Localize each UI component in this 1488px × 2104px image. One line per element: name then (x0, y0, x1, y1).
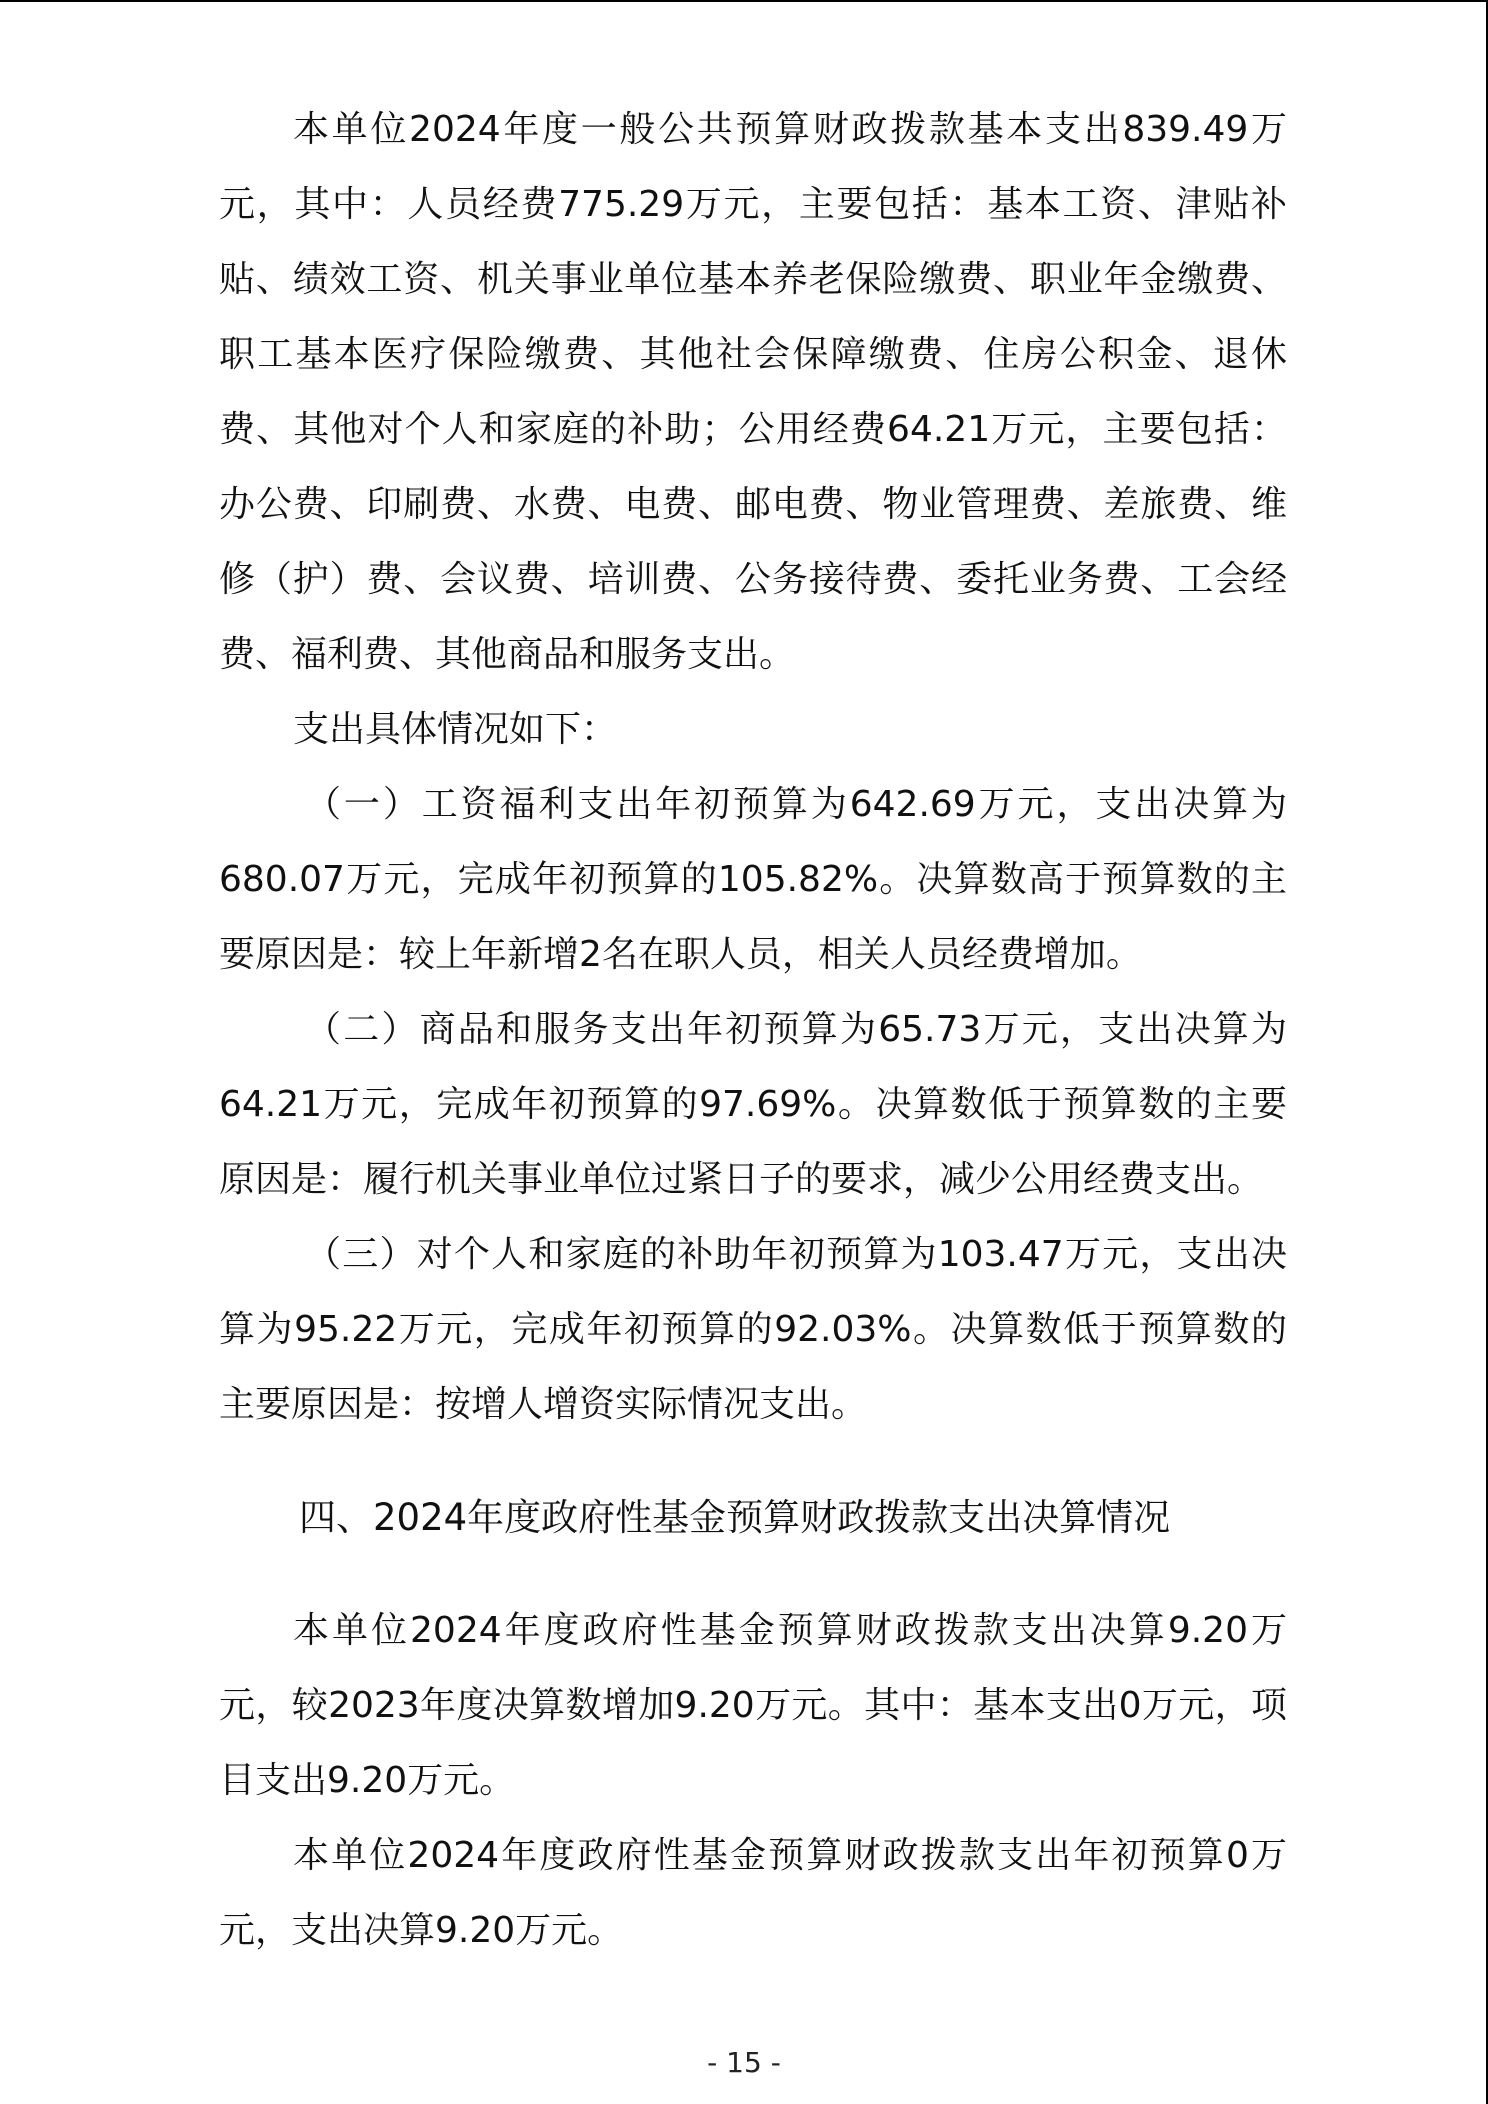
paragraph-goods-services: （二）商品和服务支出年初预算为65.73万元，支出决算为64.21万元，完成年初预算的97.69%。决算数低于预算数的主要原因是：履行机关事业单位过紧日子的要求，减少公用经费支出。 (219, 1009, 1287, 1200)
section-heading: 四、2024年度政府性基金预算财政拨款支出决算情况 (299, 1496, 1171, 1539)
section-body (219, 1593, 1287, 1968)
paragraph-basic-expenditure: 本单位2024年度一般公共预算财政拨款基本支出839.49万元，其中：人员经费775.29万元，主要包括：基本工资、津贴补贴、绩效工资、机关事业单位基本养老保险缴费、职业年金缴费、职工基本医疗保险缴费、其他社会保障缴费、住房公积金、退休费、其他对个人和家庭的补助；公用经费64.21万元，主要包括：办公费、印刷费、水费、电费、邮电费、物业管理费、差旅费、维修（护）费、会议费、培训费、公务接待费、委托业务费、工会经费、福利费、其他商品和服务支出。 (219, 109, 1287, 675)
paragraph-household-subsidy: （三）对个人和家庭的补助年初预算为103.47万元，支出决算为95.22万元，完成年初预算的92.03%。决算数低于预算数的主要原因是：按增人增资实际情况支出。 (219, 1234, 1287, 1425)
document-body (219, 92, 1287, 1442)
page-border-top (0, 0, 1488, 2)
paragraph-expenditure-intro: 支出具体情况如下： (293, 709, 618, 750)
paragraph-fund-budget: 本单位2024年度政府性基金预算财政拨款支出年初预算0万元，支出决算9.20万元。 (219, 1835, 1287, 1951)
page-number: - 15 - (707, 2046, 781, 2079)
paragraph-wage-welfare: （一）工资福利支出年初预算为642.69万元，支出决算为680.07万元，完成年初预算的105.82%。决算数高于预算数的主要原因是：较上年新增2名在职人员，相关人员经费增加。 (219, 784, 1287, 975)
paragraph-fund-expenditure: 本单位2024年度政府性基金预算财政拨款支出决算9.20万元，较2023年度决算数增加9.20万元。其中：基本支出0万元，项目支出9.20万元。 (219, 1610, 1287, 1801)
